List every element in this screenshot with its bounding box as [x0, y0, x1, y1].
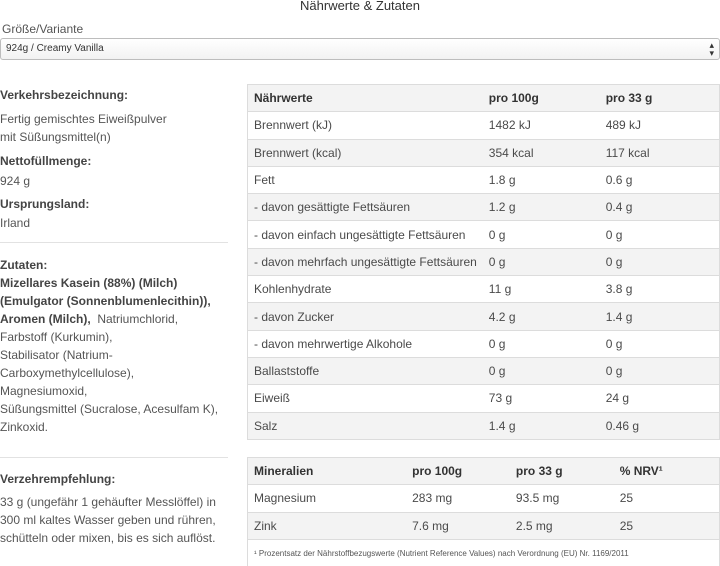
nutrition-cell: 0 g	[483, 221, 600, 248]
nutrition-cell: 4.2 g	[483, 303, 600, 330]
nettofuellmenge-value: 924 g	[0, 174, 31, 188]
nutrition-cell: Kohlenhydrate	[248, 276, 483, 303]
verzehr-line: schütteln oder mixen, bis es sich auflöst.	[0, 531, 216, 545]
verzehr-block	[0, 470, 228, 547]
nutrition-cell: Salz	[248, 412, 483, 439]
zutaten-line	[0, 310, 228, 328]
nutrition-row	[248, 139, 720, 166]
nutrition-row	[248, 303, 720, 330]
nutrition-cell: 11 g	[483, 276, 600, 303]
nutrition-cell: 489 kJ	[600, 112, 720, 139]
nutrition-row	[248, 330, 720, 357]
nutrition-row	[248, 385, 720, 412]
zutaten-line: Süßungsmittel (Sucralose, Acesulfam K),	[0, 402, 219, 416]
minerals-header-cell: pro 33 g	[510, 458, 614, 485]
nutrition-cell: 117 kcal	[600, 139, 720, 166]
nutrition-cell: 0 g	[483, 330, 600, 357]
minerals-table	[247, 457, 720, 566]
nutrition-cell: 1.2 g	[483, 194, 600, 221]
zutaten-line: Farbstoff (Kurkumin),	[0, 330, 113, 344]
minerals-cell: 25	[614, 485, 720, 512]
minerals-header-row	[248, 458, 720, 485]
updown-arrows-icon: ▴ ▾	[709, 40, 714, 58]
minerals-cell: 2.5 mg	[510, 512, 614, 539]
nutrition-row	[248, 112, 720, 139]
nutrition-cell: Eiweiß	[248, 385, 483, 412]
nutrition-cell: 0 g	[483, 357, 600, 384]
nutrition-header-cell: pro 100g	[483, 85, 600, 112]
zutaten-line: Magnesiumoxid,	[0, 384, 88, 398]
nutrition-cell: Ballaststoffe	[248, 357, 483, 384]
nutrition-row	[248, 357, 720, 384]
verkehrsbezeichnung-line: mit Süßungsmittel(n)	[0, 130, 111, 144]
nutrition-cell: 3.8 g	[600, 276, 720, 303]
nutrition-cell: 0 g	[600, 330, 720, 357]
minerals-cell: Magnesium	[248, 485, 407, 512]
zutaten-line: Stabilisator (Natrium-	[0, 348, 113, 362]
minerals-cell: 25	[614, 512, 720, 539]
zutaten-line: Mizellares Kasein (88%) (Milch)	[0, 276, 178, 290]
minerals-row	[248, 512, 720, 539]
minerals-footnote-row	[248, 539, 720, 566]
zutaten-line: (Emulgator (Sonnenblumenlecithin)),	[0, 294, 211, 308]
divider	[0, 457, 228, 458]
minerals-row	[248, 485, 720, 512]
nutrition-row	[248, 412, 720, 439]
nutrition-cell: - davon einfach ungesättigte Fettsäuren	[248, 221, 483, 248]
nutrition-cell: 0.46 g	[600, 412, 720, 439]
verkehrsbezeichnung-text	[0, 110, 167, 146]
zutaten-line: Carboxymethylcellulose),	[0, 366, 135, 380]
verzehr-line: 300 ml kaltes Wasser geben und rühren,	[0, 513, 216, 527]
nutrition-table	[247, 84, 720, 440]
minerals-footnote: ¹ Prozentsatz der Nährstoffbezugswerte (Nutrient Reference Values) nach Verordnung (EU) Nr. 1169/2011	[248, 539, 720, 566]
nutrition-cell: Fett	[248, 166, 483, 193]
nutrition-row	[248, 276, 720, 303]
zutaten-line: Zinkoxid.	[0, 420, 49, 434]
minerals-cell: 283 mg	[406, 485, 510, 512]
variant-selected-value: 924g / Creamy Vanilla	[6, 43, 104, 54]
minerals-header-cell: % NRV¹	[614, 458, 720, 485]
variant-select[interactable]	[0, 38, 720, 60]
ursprungsland-value: Irland	[0, 216, 31, 230]
nutrition-cell: - davon mehrfach ungesättigte Fettsäuren	[248, 248, 483, 275]
minerals-header-cell: Mineralien	[248, 458, 407, 485]
minerals-cell: Zink	[248, 512, 407, 539]
nutrition-cell: 0 g	[600, 221, 720, 248]
nutrition-cell: 1.4 g	[483, 412, 600, 439]
nettofuellmenge-heading: Nettofüllmenge:	[0, 154, 92, 168]
ursprungsland-heading: Ursprungsland:	[0, 197, 90, 211]
nutrition-cell: 0.4 g	[600, 194, 720, 221]
nutrition-cell: 1.8 g	[483, 166, 600, 193]
variant-label: Größe/Variante	[2, 22, 84, 36]
nutrition-cell: - davon gesättigte Fettsäuren	[248, 194, 483, 221]
page-title: Nährwerte & Zutaten	[300, 0, 420, 13]
zutaten-regular-part: Natriumchlorid,	[97, 312, 179, 326]
nutrition-header-cell: Nährwerte	[248, 85, 483, 112]
nutrition-header-row	[248, 85, 720, 112]
zutaten-bold-part: Aromen (Milch),	[0, 312, 91, 326]
nutrition-cell: Brennwert (kJ)	[248, 112, 483, 139]
minerals-cell: 93.5 mg	[510, 485, 614, 512]
nutrition-cell: 0 g	[600, 248, 720, 275]
nutrition-row	[248, 221, 720, 248]
nutrition-cell: - davon Zucker	[248, 303, 483, 330]
verkehrsbezeichnung-heading: Verkehrsbezeichnung:	[0, 88, 129, 102]
divider	[0, 242, 228, 243]
minerals-cell: 7.6 mg	[406, 512, 510, 539]
nutrition-row	[248, 248, 720, 275]
nutrition-header-cell: pro 33 g	[600, 85, 720, 112]
verkehrsbezeichnung-line: Fertig gemischtes Eiweißpulver	[0, 112, 167, 126]
nutrition-cell: 0 g	[483, 248, 600, 275]
nutrition-cell: 1482 kJ	[483, 112, 600, 139]
nutrition-row	[248, 166, 720, 193]
nutrition-row	[248, 194, 720, 221]
nutrition-cell: 0 g	[600, 357, 720, 384]
minerals-header-cell: pro 100g	[406, 458, 510, 485]
nutrition-cell: 1.4 g	[600, 303, 720, 330]
nutrition-cell: 0.6 g	[600, 166, 720, 193]
nutrition-cell: Brennwert (kcal)	[248, 139, 483, 166]
verzehr-line: 33 g (ungefähr 1 gehäufter Messlöffel) in	[0, 495, 216, 509]
zutaten-heading: Zutaten:	[0, 258, 48, 272]
verzehr-heading: Verzehrempfehlung:	[0, 472, 116, 486]
nutrition-cell: 354 kcal	[483, 139, 600, 166]
nutrition-cell: 73 g	[483, 385, 600, 412]
ingredients-block	[0, 256, 228, 436]
nutrition-cell: - davon mehrwertige Alkohole	[248, 330, 483, 357]
nutrition-cell: 24 g	[600, 385, 720, 412]
